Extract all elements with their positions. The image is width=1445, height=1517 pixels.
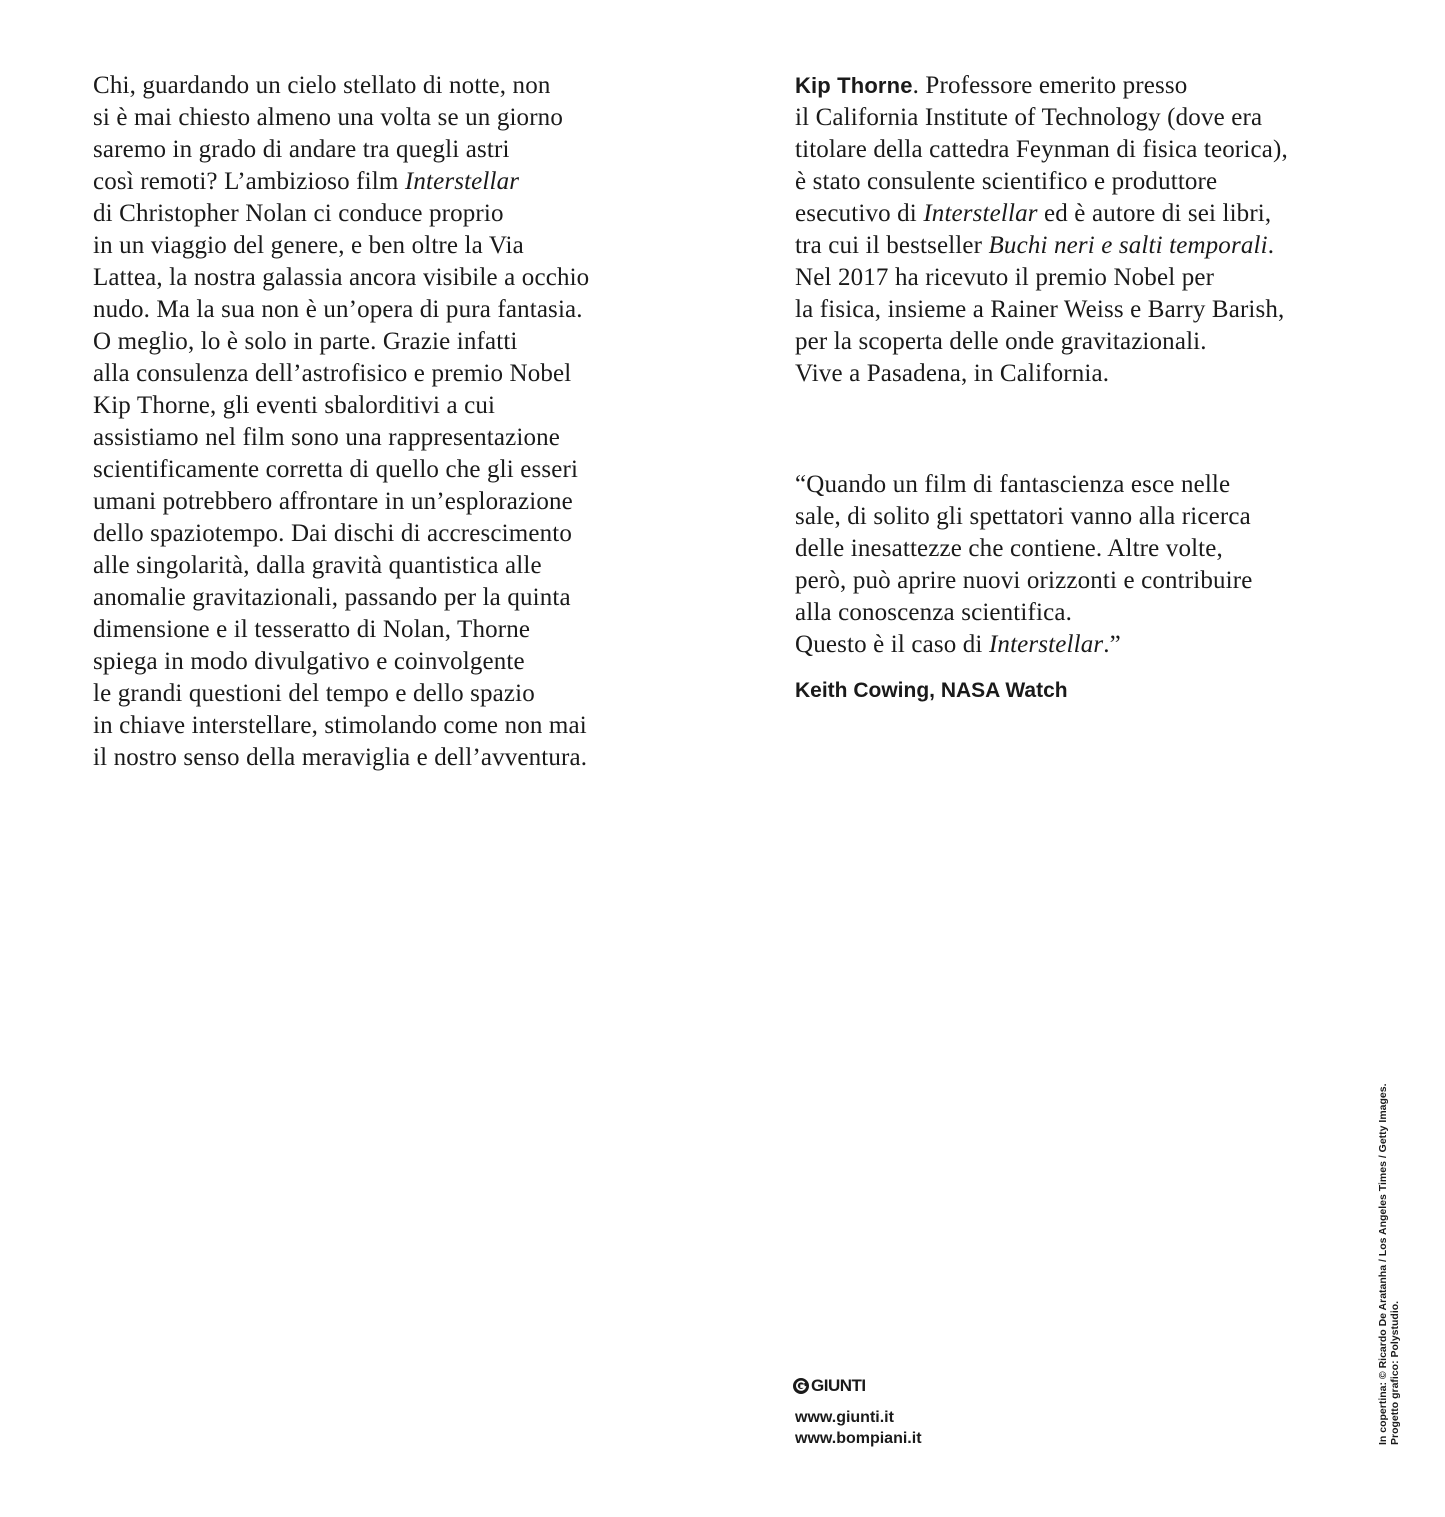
synopsis-line: alle singolarità, dalla gravità quantistica alle <box>93 552 542 579</box>
giunti-logo-icon <box>793 1378 809 1394</box>
synopsis-line: Chi, guardando un cielo stellato di notte, non <box>93 72 551 99</box>
bio-text: tra cui il bestseller <box>795 232 989 259</box>
synopsis-line: le grandi questioni del tempo e dello spazio <box>93 680 535 707</box>
quote-line: delle inesattezze che contiene. Altre volte, <box>795 535 1223 562</box>
bio-line: Nel 2017 ha ricevuto il premio Nobel per <box>795 264 1215 291</box>
bio-text: . <box>1267 232 1275 259</box>
bio-text: esecutivo di <box>795 200 924 227</box>
author-bio <box>795 70 1395 390</box>
quote-line: sale, di solito gli spettatori vanno alla ricerca <box>795 503 1251 530</box>
book-title: Buchi neri e salti temporali <box>988 232 1268 259</box>
film-title: Interstellar <box>988 631 1104 658</box>
bio-line: è stato consulente scientifico e produttore <box>795 168 1218 195</box>
synopsis-line: anomalie gravitazionali, passando per la quinta <box>93 584 571 611</box>
synopsis-line: alla consulenza dell’astrofisico e premio Nobel <box>93 360 572 387</box>
synopsis-line: umani potrebbero affrontare in un’esplorazione <box>93 488 573 515</box>
synopsis-line: il nostro senso della meraviglia e dell’avventura. <box>93 744 588 771</box>
bio-text: . Professore emerito presso <box>912 72 1188 99</box>
publisher-name: GIUNTI <box>811 1376 866 1395</box>
bio-line: il California Institute of Technology (dove era <box>795 104 1263 131</box>
synopsis-line: spiega in modo divulgativo e coinvolgente <box>93 648 525 675</box>
film-title: Interstellar <box>404 168 520 195</box>
synopsis-line: in chiave interstellare, stimolando come non mai <box>93 712 587 739</box>
synopsis-line: O meglio, lo è solo in parte. Grazie infatti <box>93 328 518 355</box>
synopsis-line: nudo. Ma la sua non è un’opera di pura fantasia. <box>93 296 583 323</box>
synopsis-text <box>93 70 673 774</box>
website-link-bompiani[interactable]: www.bompiani.it <box>795 1430 922 1447</box>
synopsis-line: di Christopher Nolan ci conduce proprio <box>93 200 504 227</box>
synopsis-line: dello spaziotempo. Dai dischi di accrescimento <box>93 520 572 547</box>
quote-line: “Quando un film di fantascienza esce nelle <box>795 471 1231 498</box>
quote-line: alla conoscenza scientifica. <box>795 599 1072 626</box>
bio-line: per la scoperta delle onde gravitazionali. <box>795 328 1207 355</box>
website-link-giunti[interactable]: www.giunti.it <box>795 1409 894 1426</box>
bio-line <box>795 230 1395 262</box>
synopsis-line <box>93 166 673 198</box>
quote-author: Keith Cowing, NASA Watch <box>795 679 1068 702</box>
press-quote <box>795 469 1395 661</box>
bio-line <box>795 198 1395 230</box>
film-title: Interstellar <box>923 200 1038 227</box>
synopsis-line: si è mai chiesto almeno una volta se un giorno <box>93 104 563 131</box>
bio-text: ed è autore di sei libri, <box>1037 200 1272 227</box>
bio-line <box>795 70 1395 102</box>
synopsis-line: in un viaggio del genere, e ben oltre la Via <box>93 232 524 259</box>
synopsis-line: dimensione e il tesseratto di Nolan, Thorne <box>93 616 531 643</box>
bio-line: Vive a Pasadena, in California. <box>795 360 1110 387</box>
publisher-websites <box>795 1407 922 1449</box>
quote-text: .” <box>1103 631 1121 658</box>
quote-line: però, può aprire nuovi orizzonti e contribuire <box>795 567 1253 594</box>
quote-text: Questo è il caso di <box>795 631 989 658</box>
synopsis-line: scientificamente corretta di quello che gli esseri <box>93 456 579 483</box>
synopsis-line: saremo in grado di andare tra quegli astri <box>93 136 510 163</box>
quote-line <box>795 629 1395 661</box>
bio-line: titolare della cattedra Feynman di fisica teorica), <box>795 136 1288 163</box>
synopsis-line: Lattea, la nostra galassia ancora visibile a occhio <box>93 264 590 291</box>
synopsis-line: Kip Thorne, gli eventi sbalorditivi a cui <box>93 392 496 419</box>
publisher-logo <box>793 1373 866 1399</box>
bio-line: la fisica, insieme a Rainer Weiss e Barry Barish, <box>795 296 1285 323</box>
cover-credits <box>1377 1083 1401 1445</box>
synopsis-line: assistiamo nel film sono una rappresentazione <box>93 424 561 451</box>
author-name: Kip Thorne <box>795 73 913 98</box>
credit-line: Progetto grafico: Polystudio. <box>1389 1300 1401 1445</box>
synopsis-line-text: così remoti? L’ambizioso film <box>93 168 405 195</box>
credit-line: In copertina: © Ricardo De Aratanha / Los Angeles Times / Getty Images. <box>1377 1083 1389 1445</box>
